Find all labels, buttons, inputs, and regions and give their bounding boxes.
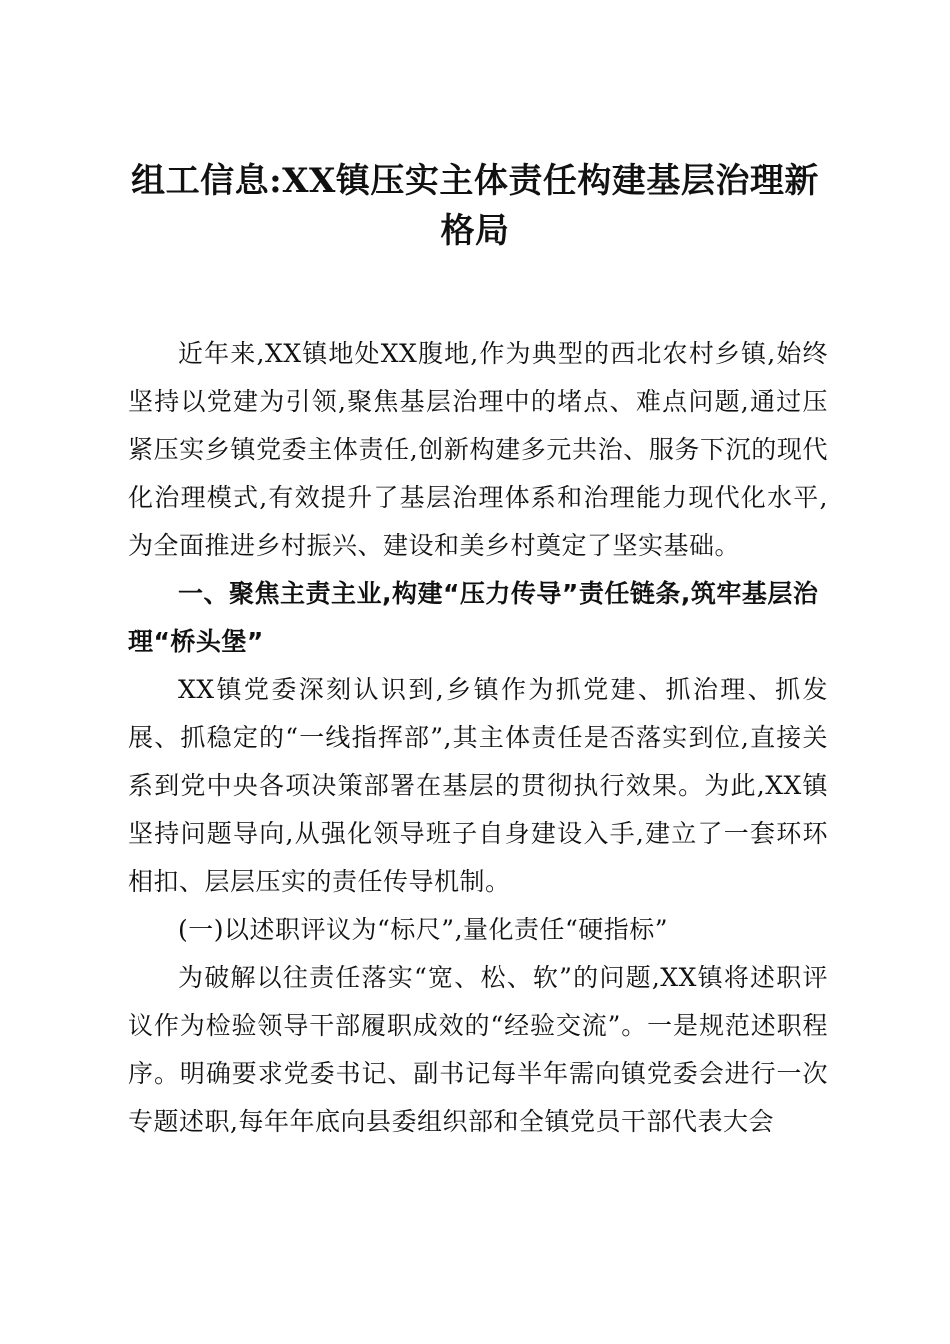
subsection-heading-1: (一)以述职评议为“标尺”,量化责任“硬指标” <box>178 915 669 944</box>
document-body <box>128 330 828 1146</box>
intro-paragraph: 近年来,XX镇地处XX腹地,作为典型的西北农村乡镇,始终坚持以党建为引领,聚焦基层治理中的堵点、难点问题,通过压紧压实乡镇党委主体责任,创新构建多元共治、服务下沉的现代化治理模式,有效提升了基层治理体系和治理能力现代化水平,为全面推进乡村振兴、建设和美乡村奠定了坚实基础。 <box>128 339 828 560</box>
subsection-1-paragraph: 为破解以往责任落实“宽、松、软”的问题,XX镇将述职评议作为检验领导干部履职成效的“经验交流”。一是规范述职程序。明确要求党委书记、副书记每半年需向镇党委会进行一次专题述职,每年年底向县委组织部和全镇党员干部代表大会 <box>128 963 828 1136</box>
section-heading-1: 一、聚焦主责主业,构建“压力传导”责任链条,筑牢基层治理“桥头堡” <box>128 579 819 656</box>
section-1-paragraph: XX镇党委深刻认识到,乡镇作为抓党建、抓治理、抓发展、抓稳定的“一线指挥部”,其主体责任是否落实到位,直接关系到党中央各项决策部署在基层的贯彻执行效果。为此,XX镇坚持问题导向,从强化领导班子自身建设入手,建立了一套环环相扣、层层压实的责任传导机制。 <box>128 675 828 896</box>
document-title: 组工信息:XX镇压实主体责任构建基层治理新格局 <box>131 161 819 251</box>
